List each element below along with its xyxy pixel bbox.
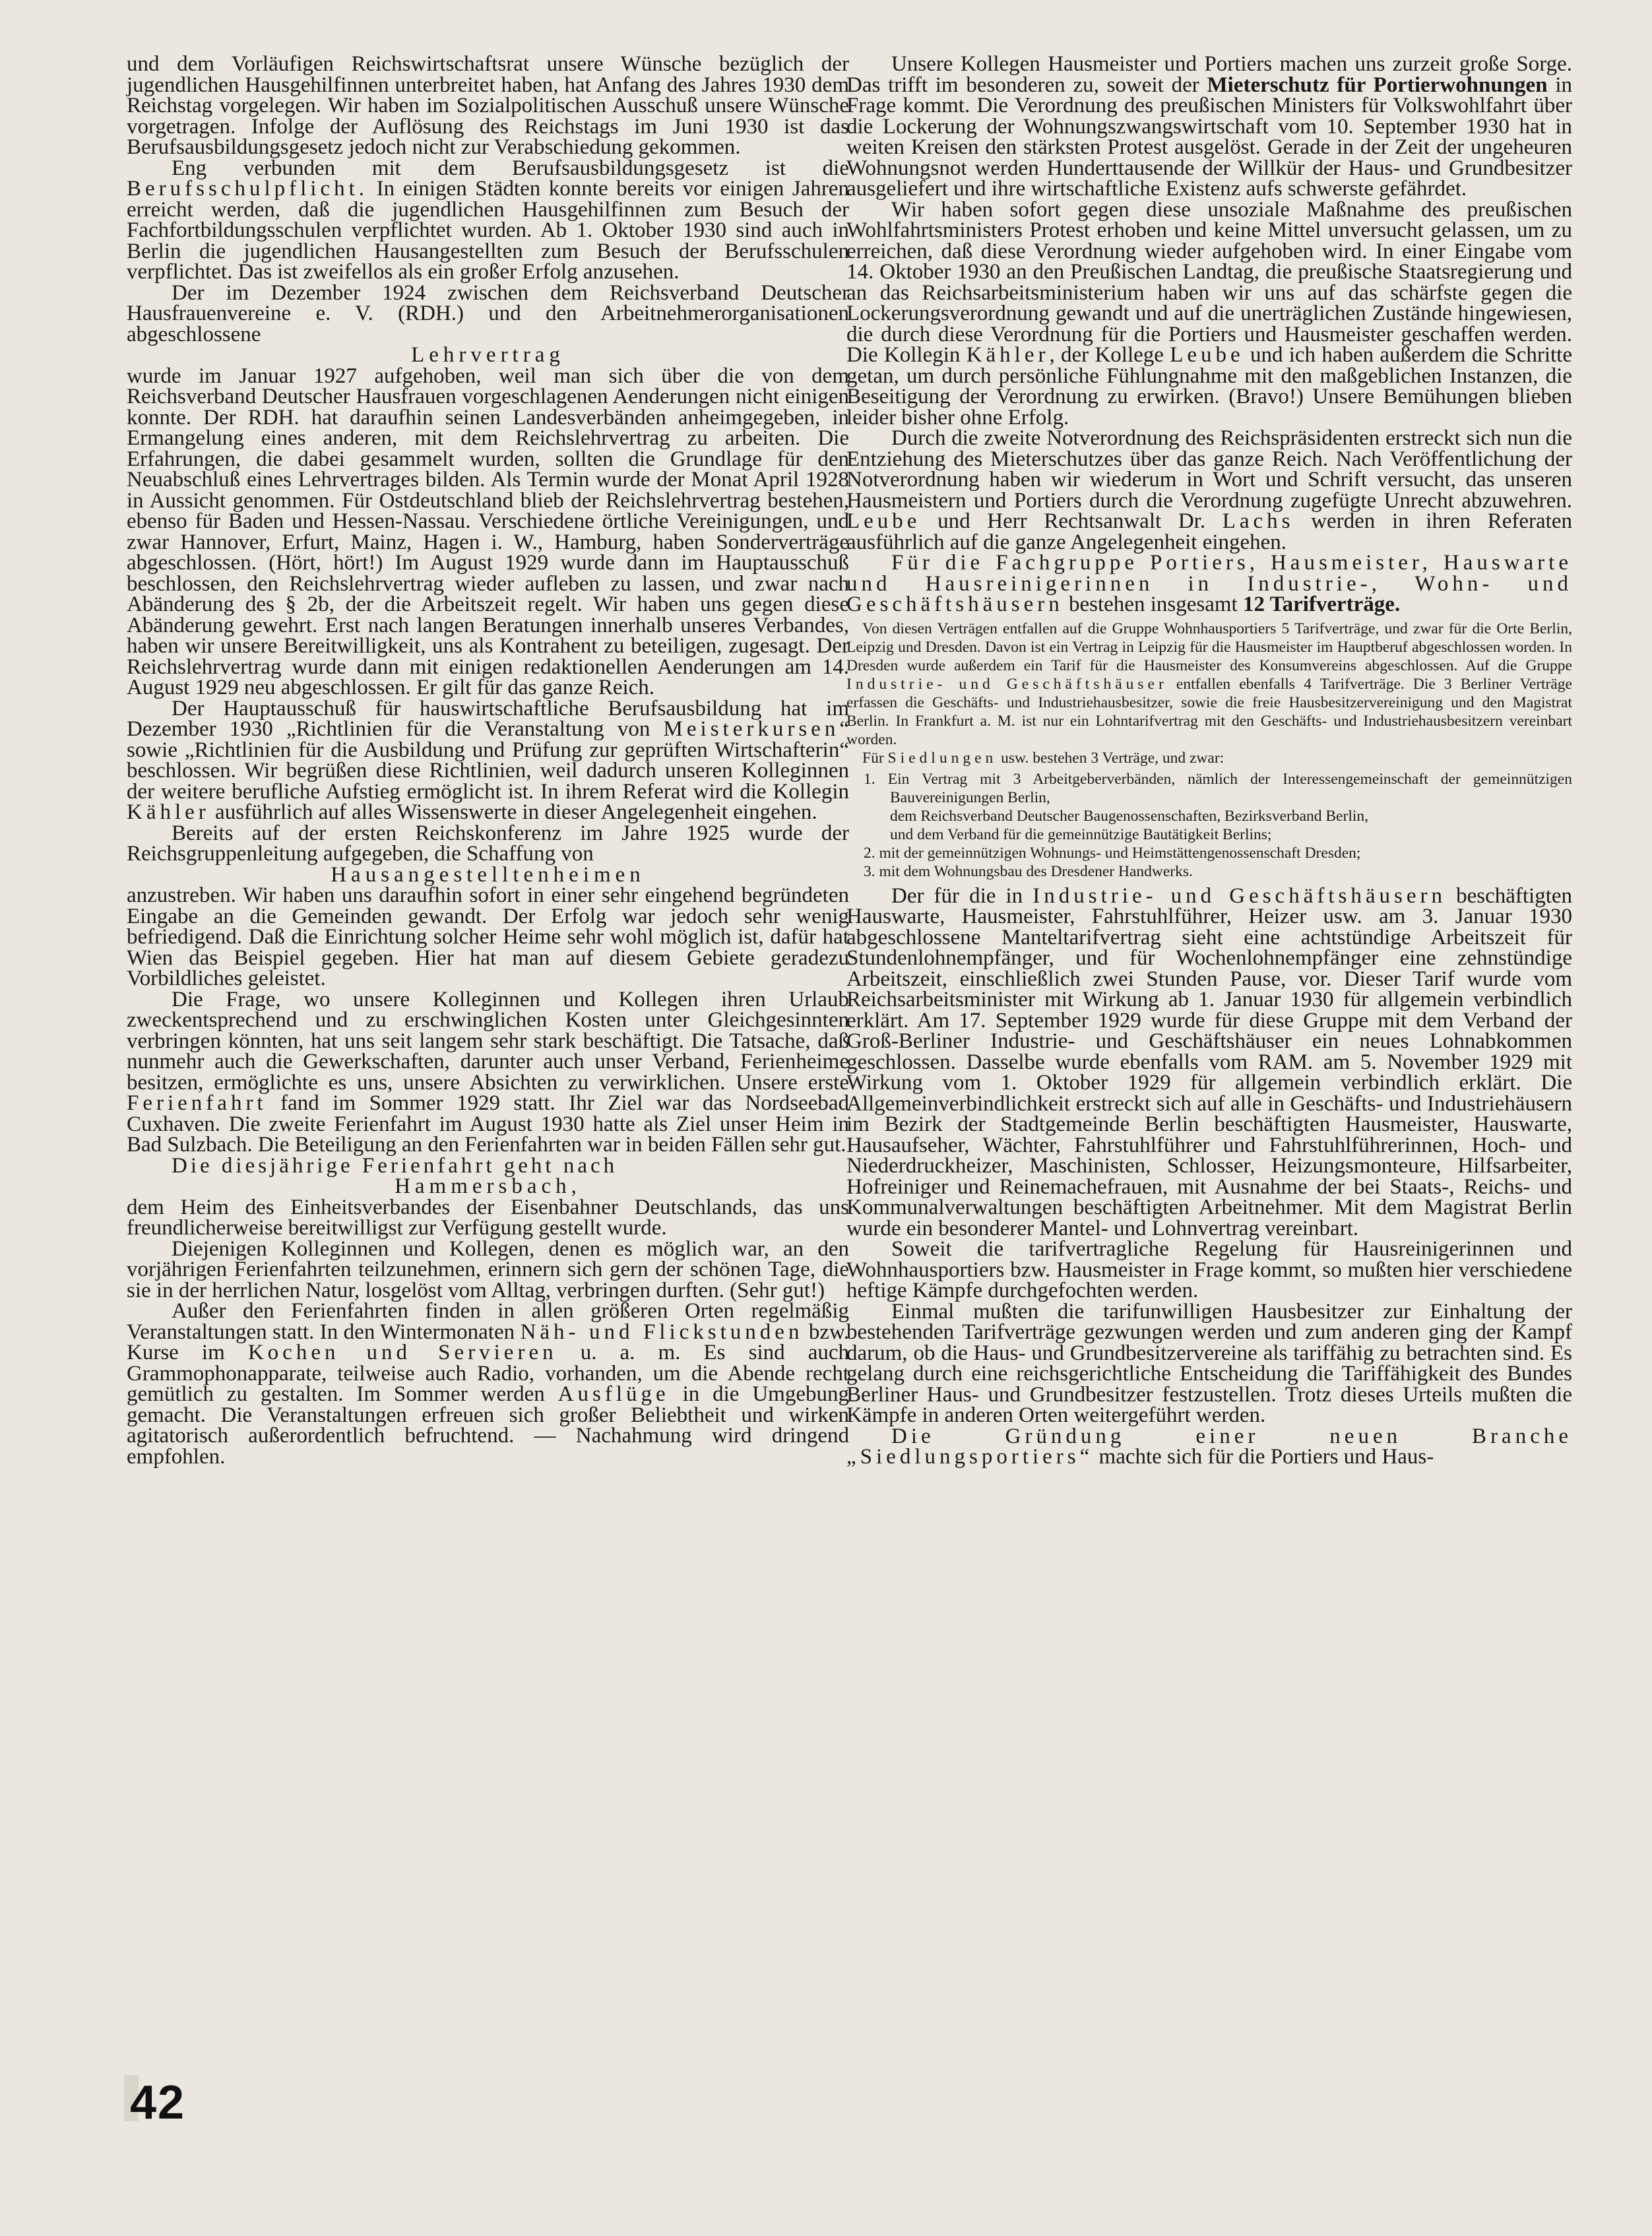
paragraph <box>127 366 849 699</box>
paragraph-text: wurde im Januar 1927 aufgehoben, weil man sich über die von dem Reichsverband Deutscher Hausfrauen vorgeschlagenen Aenderungen nicht einigen konnte. Der RDH. hat daraufhin seinen Landesverbänden anheimgegeben, in Ermangelung eines anderen, mit dem Reichslehrvertrag zu arbeiten. Die Erfahrungen, die dabei gesammelt wurden, sollten die Grundlage für den Neuabschluß eines Lehrvertrages bilden. Als Termin wurde der Monat April 1928 in Aussicht genommen. Für Ostdeutschland blieb der Reichslehrvertrag bestehen, ebenso für Baden und Hessen-Nassau. Verschiedene örtliche Vereinigungen, und zwar Hannover, Erfurt, Mainz, Hagen i. W., Hamburg, haben Sonderverträge abgeschlossen. (Hört, hört!) Im August 1929 wurde dann im Hauptausschuß beschlossen, den Reichslehrvertrag wieder aufleben zu lassen, und zwar nach Abänderung des § 2b, der die Arbeitszeit regelt. Wir haben uns gegen diese Abänderung gewehrt. Erst nach langen Beratungen innerhalb unseres Verbandes, haben wir unsere Bereitwilligkeit, uns als Kontrahent zu beteiligen, zugesagt. Der Reichslehrvertrag wurde dann mit einigen redaktionellen Aenderungen am 14. August 1929 neu abgeschlossen. Er gilt für das ganze Reich. <box>127 364 849 699</box>
emphasis-term: Industrie- und Geschäftshäuser <box>846 675 1168 693</box>
paragraph <box>127 1195 849 1240</box>
section-heading: Hausangestelltenheimen <box>331 862 645 887</box>
paragraph-text: Einmal mußten die tarifunwilligen Hausbesitzer zur Einhaltung der bestehenden Tarifverträge gezwungen werden und zum anderen ging der Kampf darum, ob die Haus- und Grundbesitzervereine als tariffähig zu betrachten sind. Es gelang durch eine reichsgerichtliche Entscheidung die Tariffähigkeit des Bundes Berliner Haus- und Grundbesitzer festzustellen. Trotz dieses Urteils mußten die Kämpfe in anderen Orten weitergeführt werden. <box>846 1299 1572 1427</box>
bold-term: 12 Tarifverträge. <box>1242 592 1401 616</box>
paragraph-text: Der im Dezember 1924 zwischen dem Reichsverband Deutscher Hausfrauenvereine e. V. (RDH.) und den Arbeitnehmerorganisationen abgeschlossene <box>127 280 849 346</box>
paragraph <box>846 428 1572 553</box>
small-paragraph <box>846 749 1572 767</box>
paragraph <box>846 883 1573 1240</box>
paragraph-text: , der Kollege <box>1049 343 1164 367</box>
list-item-text: 1. Ein Vertrag mit 3 Arbeitgeberverbänden, nämlich der Interessengemeinschaft der gemeinnützigen Bauvereinigungen Berlin, <box>864 770 1572 806</box>
paragraph <box>127 1301 849 1467</box>
emphasis-term: Industrie- und Geschäftshäusern <box>1032 883 1446 908</box>
paragraph-text: Eng verbunden mit dem Berufsausbildungsgesetz ist die <box>172 156 849 180</box>
emphasis-term: Kochen und Servieren <box>247 1341 557 1364</box>
list-item-text: 2. mit der gemeinnützigen Wohnungs- und Heimstättengenossenschaft Dresden; <box>864 844 1361 862</box>
paragraph <box>846 54 1572 200</box>
paragraph-text: ausführlich auf alles Wissenswerte in dieser Angelegenheit eingehen. <box>215 800 817 824</box>
paragraph-text: u. a. m. Es sind auch Grammophonapparate, teilweise auch Radio, vorhanden, um die Abende recht gemütlich zu gestalten. Im Sommer werden <box>127 1341 850 1406</box>
paragraph-text: Für <box>862 749 884 767</box>
paragraph-text: “ sowie „Richtlinien für die Ausbildung und Prüfung zur geprüften Wirtschafterin“ beschlossen. Wir begrüßen diese Richtlinien, weil dadurch unseren Kolleginnen der weitere berufliche Aufstieg ermöglicht ist. In ihrem Referat wird die Kollegin <box>127 717 849 804</box>
section-heading: Lehrvertrag <box>411 343 565 367</box>
list-item-text: 3. mit dem Wohnungsbau des Dresdener Handwerks. <box>864 862 1193 880</box>
small-paragraph <box>846 620 1572 749</box>
right-column <box>846 54 1572 1468</box>
paragraph <box>846 1426 1572 1468</box>
paragraph-text: Der für die in <box>891 883 1023 908</box>
paragraph-text: Bereits auf der ersten Reichskonferenz im Jahre 1925 wurde der Reichsgruppenleitung aufgegeben, die Schaffung von <box>127 821 849 866</box>
emphasis-term: Ausflüge <box>557 1382 670 1406</box>
person-name: Leube <box>1170 343 1244 367</box>
list-item-text: und dem Verband für die gemeinnützige Bautätigkeit Berlins; <box>890 825 1272 843</box>
section-heading: Die diesjährige Ferienfahrt geht nach <box>172 1153 618 1178</box>
paragraph-text: Der Hauptausschuß für hauswirtschaftliche Berufsausbildung hat im Dezember 1930 „Richtlinien für die Veranstaltung von <box>127 696 849 741</box>
bold-term: Mieterschutz für Portierwohnungen <box>1207 73 1548 97</box>
section-heading: Hammersbach, <box>395 1174 581 1198</box>
paragraph-text: in die Umgebung gemacht. Die Veranstaltungen erfreuen sich großer Beliebtheit und wirken agitatorisch außerordentlich befruchtend. — Nachahmung wird dringend empfohlen. <box>127 1382 849 1469</box>
person-name: Kähler <box>127 800 210 824</box>
list-item <box>846 844 1572 862</box>
list-item <box>846 770 1572 844</box>
list-item <box>846 862 1572 881</box>
paragraph-text: bestehen insgesamt <box>1069 592 1238 616</box>
person-name: Leube <box>846 509 921 533</box>
paragraph-text: Die Frage, wo unsere Kolleginnen und Kollegen ihren Urlaub zweckentsprechend und zu erschwinglichen Kosten unter Gleichgesinnten verbringen könnten, hat uns seit langem sehr stark beschäftigt. Die Tatsache, daß nunmehr auch die Gewerkschaften, darunter auch unser Verband, Ferienheime besitzen, ermöglichte es uns, unsere Absichten zu verwirklichen. Unsere erste <box>127 987 849 1095</box>
paragraph <box>127 987 849 1157</box>
list-item-text: dem Reichsverband Deutscher Baugenossenschaften, Bezirksverband Berlin, <box>890 807 1369 825</box>
small-print-block <box>846 620 1572 881</box>
paragraph <box>127 158 849 283</box>
paragraph-text: entfallen ebenfalls 4 Tarifverträge. Die 3 Berliner Verträge erfassen die Geschäfts- und Industriehausbesitzer, sowie die freie Hausbesitzervereinigung und den Magistrat Berlin. In Frankfurt a. M. ist nur ein Lohntarifvertrag mit den Geschäfts- und Industriehausbesitzern vereinbart worden. <box>846 675 1572 748</box>
paragraph-text: und Herr Rechtsanwalt Dr. <box>937 509 1206 533</box>
left-column <box>127 54 849 1467</box>
contract-list <box>846 770 1572 881</box>
paragraph-text: Unsere Kollegen Hausmeister und Portiers machen uns zurzeit große Sorge. Das trifft im besonderen zu, soweit der <box>846 52 1572 97</box>
paragraph <box>127 696 849 824</box>
paragraph <box>127 823 849 865</box>
emphasis-term: Berufsschulpflicht. <box>127 177 369 201</box>
paragraph-text: Wir haben sofort gegen diese unsoziale Maßnahme des preußischen Wohlfahrtsministers Protest erhoben und keine Mittel unversucht gelassen, um zu erreichen, daß diese Verordnung wieder aufgehoben wird. In einer Eingabe vom 14. Oktober 1930 an den Preußischen Landtag, die preußische Staatsregierung und an das Reichsarbeitsministerium haben wir uns auf das schärfste gegen die Lockerungsverordnung gewandt und auf die unerträglichen Zustände hingewiesen, die durch diese Verordnung für die Portiers und Hausmeister geschaffen werden. Die Kollegin <box>846 197 1572 367</box>
paragraph-text: machte sich für die Portiers und Haus- <box>1098 1445 1434 1469</box>
person-name: Kähler <box>966 343 1050 367</box>
paragraph-text: werden in ihren Referaten ausführlich auf die ganze Angelegenheit eingehen. <box>846 509 1572 554</box>
emphasis-term: Die Gründung einer neuen Branche „Siedlungsportiers“ <box>846 1424 1572 1469</box>
emphasis-term: Siedlungen <box>887 749 998 767</box>
emphasis-term: Näh- und Flickstunden <box>520 1320 804 1344</box>
paragraph <box>846 197 1573 430</box>
paragraph-text: dem Heim des Einheitsverbandes der Eisenbahner Deutschlands, das uns freundlicherweise bereitwilligst zur Verfügung gestellt wurde. <box>127 1195 849 1240</box>
paragraph <box>127 1236 849 1302</box>
paragraph-text: In einigen Städten konnte bereits vor einigen Jahren erreicht werden, daß die jugendlichen Hausgehilfinnen zum Besuch der Fachfortbildungsschulen verpflichtet wurden. Ab 1. Oktober 1930 sind auch in Berlin die jugendlichen Hausangestellten zum Besuch der Berufsschulen verpflichtet. Das ist zweifellos als ein großer Erfolg anzusehen. <box>127 177 849 284</box>
paragraph-text: in Frage kommt. Die Verordnung des preußischen Ministers für Volkswohlfahrt über die Lockerung der Wohnungszwangswirtschaft vom 10. September 1930 hat in weiten Kreisen den stärksten Protest ausgelöst. Gerade in der Zeit der ungeheuren Wohnungsnot werden Hunderttausende der Willkür der Haus- und Grundbesitzer ausgeliefert und ihre wirtschaftliche Existenz aufs schwerste gefährdet. <box>846 73 1573 201</box>
paragraph-text: beschäftigten Hauswarte, Hausmeister, Fahrstuhlführer, Heizer usw. am 3. Januar 1930 abgeschlossene Manteltarifvertrag sieht eine achtstündige Arbeitszeit für Stundenlohnempfänger, und für Wochenlohnempfänger eine zehnstündige Arbeitszeit, einschließlich zwei Stunden Pause, vor. Dieser Tarif wurde vom Reichsarbeitsminister mit Wirkung ab 1. Januar 1930 für allgemein verbindlich erklärt. Am 17. September 1929 wurde für diese Gruppe mit dem Verband der Groß-Berliner Industrie- und Geschäftshäuser ein neues Lohnabkommen geschlossen. Dasselbe wurde ebenfalls vom RAM. am 5. November 1929 mit Wirkung vom 1. Oktober 1929 für allgemein verbindlich erklärt. Die Allgemeinverbindlichkeit erstreckt sich auf alle in Geschäfts- und Industriehäusern im Bezirk der Stadtgemeinde Berlin beschäftigten Hausmeister, Hauswarte, Hausaufseher, Wächter, Fahrstuhlführer und Fahrstuhlführerinnen, Hoch- und Niederdruckheizer, Maschinisten, Schlosser, Heizungsmonteure, Hilfsarbeiter, Hofreiniger und Reinemachefrauen, mit Ausnahme der bei Staats-, Reichs- und Kommunalverwaltungen beschäftigten Arbeitnehmer. Mit dem Magistrat Berlin wurde ein besonderer Mantel- und Lohnvertrag vereinbart. <box>846 883 1573 1240</box>
emphasis-term: Für die Fachgruppe Portiers, Hausmeister, Hauswarte und Hausreinigerinnen in Industrie-, Wohn- und Geschäftshäusern <box>846 551 1572 616</box>
paragraph-text: bzw. Kurse im <box>127 1320 849 1364</box>
emphasis-term: Meisterkursen <box>663 717 840 741</box>
paragraph-text: Durch die zweite Notverordnung des Reichspräsidenten erstreckt sich nun die Entziehung des Mieterschutzes über das ganze Reich. Nach Veröffentlichung der Notverordnung haben wir wiederum in Wort und Schrift versucht, das unseren Hausmeistern und Portiers durch die Verordnung zugefügte Unrecht abzuwehren. <box>846 426 1572 513</box>
page-number: 42 <box>130 2076 186 2129</box>
paragraph-text: anzustreben. Wir haben uns daraufhin sofort in einer sehr eingehend begründeten Eingabe an die Gemeinden gewandt. Der Erfolg war jedoch sehr wenig befriedigend. Daß die Einrichtung solcher Heime sehr wohl möglich ist, dafür hat Wien das Beispiel gegeben. Hier hat man auf diesem Gebiete geradezu Vorbildliches geleistet. <box>127 883 849 990</box>
paragraph <box>846 1239 1572 1302</box>
paragraph-text: und ich haben außerdem die Schritte getan, um durch persönliche Fühlungnahme mit den maßgeblichen Instanzen, die Beseitigung der Verordnung zu erwirken. (Bravo!) Unsere Bemühungen blieben leider bisher ohne Erfolg. <box>846 343 1573 430</box>
paragraph-text: Außer den Ferienfahrten finden in allen größeren Orten regelmäßig Veranstaltungen statt. In den Wintermonaten <box>127 1299 849 1344</box>
paragraph-text: fand im Sommer 1929 statt. Ihr Ziel war das Nordseebad Cuxhaven. Die zweite Ferienfahrt im August 1930 hatte als Ziel unser Heim in Bad Sulzbach. Die Beteiligung an den Ferienfahrten war in beiden Fällen sehr gut. <box>127 1091 849 1157</box>
emphasis-term: Ferienfahrt <box>127 1091 267 1115</box>
paragraph-text: Soweit die tarifvertragliche Regelung für Hausreinigerinnen und Wohnhausportiers bzw. Hausmeister in Frage kommt, so mußten hier verschiedene heftige Kämpfe durchgefochten werden. <box>846 1237 1572 1302</box>
paragraph <box>127 885 849 990</box>
paragraph <box>127 54 849 158</box>
paragraph-text: Von diesen Verträgen entfallen auf die Gruppe Wohnhausportiers 5 Tarifverträge, und zwar für die Orte Berlin, Leipzig und Dresden. Davon ist ein Vertrag in Leipzig für die Hausmeister im Hauptberuf abgeschlossen worden. In Dresden wurde außerdem ein Tarif für die Hausmeister des Konsumvereins abgeschlossen. Auf die Gruppe <box>846 620 1572 674</box>
paragraph <box>846 1299 1572 1427</box>
paragraph-text: Diejenigen Kolleginnen und Kollegen, denen es möglich war, an den vorjährigen Ferienfahrten teilzunehmen, erinnern sich gern der schönen Tage, die sie in der herrlichen Natur, losgelöst vom Alltag, verbringen durften. (Sehr gut!) <box>127 1236 849 1302</box>
paragraph <box>127 280 849 346</box>
paragraph-text: und dem Vorläufigen Reichswirtschaftsrat unsere Wünsche bezüglich der jugendlichen Hausgehilfinnen unterbreitet haben, hat Anfang des Jahres 1930 dem Reichstag vorgelegen. Wir haben im Sozialpolitischen Ausschuß unsere Wünsche vorgetragen. Infolge der Auflösung des Reichstags im Juni 1930 ist das Berufsausbildungsgesetz jedoch nicht zur Verabschiedung gekommen. <box>127 52 849 159</box>
paragraph <box>846 553 1572 616</box>
paragraph-text: usw. bestehen 3 Verträge, und zwar: <box>1001 749 1224 767</box>
person-name: Lachs <box>1222 509 1294 533</box>
